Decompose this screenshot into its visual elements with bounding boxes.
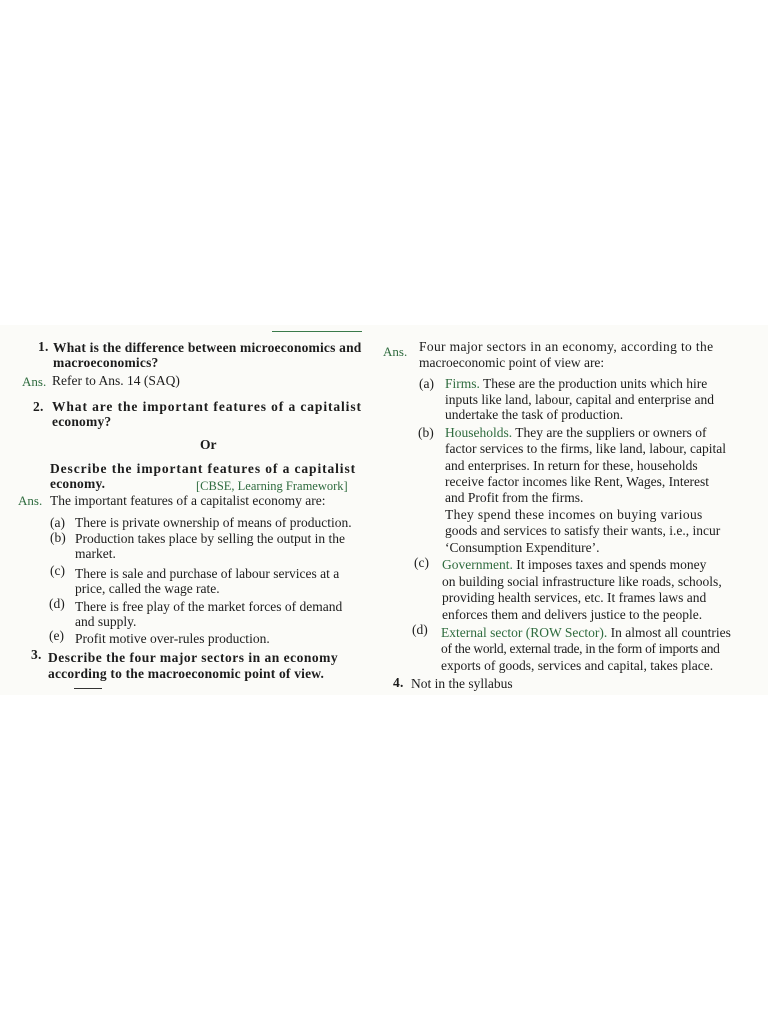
q4-text: Not in the syllabus [411,676,513,691]
q2b-source: [CBSE, Learning Framework] [196,479,348,493]
answer-label: Ans. [18,493,43,508]
q1-text-line1: What is the difference between microeconomics and [53,340,362,355]
item-d-marker: (d) [412,622,428,637]
answer-intro-line1: Four major sectors in an economy, according to the [419,339,714,354]
q1-number: 1. [38,339,49,354]
a2-item-text: and supply. [75,614,137,629]
answer-label: Ans. [22,374,47,389]
q1-text-line2: macroeconomics? [53,355,159,370]
item-b-text: factor services to the firms, like land, labour, capital [445,441,726,456]
item-c-text: enforces them and delivers justice to the people. [442,607,703,622]
item-c-marker: (c) [414,555,429,570]
a2-item-text: There is sale and purchase of labour services at a [75,566,340,581]
a2-item-text: Production takes place by selling the output in the [75,531,345,546]
a2-item-marker: (d) [49,596,65,611]
item-b-text: goods and services to satisfy their wants, i.e., incur [445,523,721,538]
item-c-term: Government. [442,557,513,572]
item-a-term: Firms. [445,376,480,391]
a2-item-text: price, called the wage rate. [75,581,220,596]
item-d-text: exports of goods, services and capital, takes place. [441,658,714,673]
or-separator: Or [200,437,217,452]
item-b-text: They are the suppliers or owners of [515,425,707,440]
item-d-text: of the world, external trade, in the form of imports and [441,641,720,656]
q3-text-line2: according to the macroeconomic point of view. [48,666,325,681]
item-a-text: undertake the task of production. [445,407,624,422]
item-d-term: External sector (ROW Sector). [441,625,608,640]
item-b-text: and enterprises. In return for these, households [445,458,698,473]
a2-item-marker: (c) [50,563,65,578]
item-b-marker: (b) [418,425,434,440]
q2-number: 2. [33,399,44,414]
a2-item-text: There is free play of the market forces of demand [75,599,343,614]
a2-item-text: market. [75,546,116,561]
q4-number: 4. [393,675,404,690]
answer-intro-line2: macroeconomic point of view are: [419,355,605,370]
a1-text: Refer to Ans. 14 (SAQ) [52,373,180,388]
a2-item-text: There is private ownership of means of production. [75,515,352,530]
bottom-rule [74,688,102,689]
a2-intro: The important features of a capitalist economy are: [50,493,326,508]
top-rule [272,331,362,332]
item-b-text: receive factor incomes like Rent, Wages, Interest [445,474,710,489]
a2-item-marker: (b) [50,530,66,545]
item-b-text: ‘Consumption Expenditure’. [445,540,600,555]
q3-number: 3. [31,647,42,662]
q2b-text-line1: Describe the important features of a capitalist [50,461,356,476]
a2-item-marker: (a) [50,515,65,530]
q2-text-line2: economy? [52,414,112,429]
item-b-text: They spend these incomes on buying various [445,507,703,522]
item-c-text: providing health services, etc. It frames laws and [442,590,707,605]
item-a-text: inputs like land, labour, capital and enterprise and [445,392,714,407]
q3-text-line1: Describe the four major sectors in an economy [48,650,339,665]
item-b-term: Households. [445,425,513,440]
item-a-text: These are the production units which hire [483,376,708,391]
item-c-text: on building social infrastructure like roads, schools, [442,574,722,589]
item-d-text: In almost all countries [610,625,731,640]
q2-text-line1: What are the important features of a capitalist [52,399,362,414]
item-c-text: It imposes taxes and spends money [516,557,707,572]
answer-label: Ans. [383,344,408,359]
item-a-marker: (a) [419,376,434,391]
item-b-text: and Profit from the firms. [445,490,584,505]
a2-item-text: Profit motive over-rules production. [75,631,270,646]
a2-item-marker: (e) [49,628,64,643]
q2b-text-line2: economy. [50,476,106,491]
